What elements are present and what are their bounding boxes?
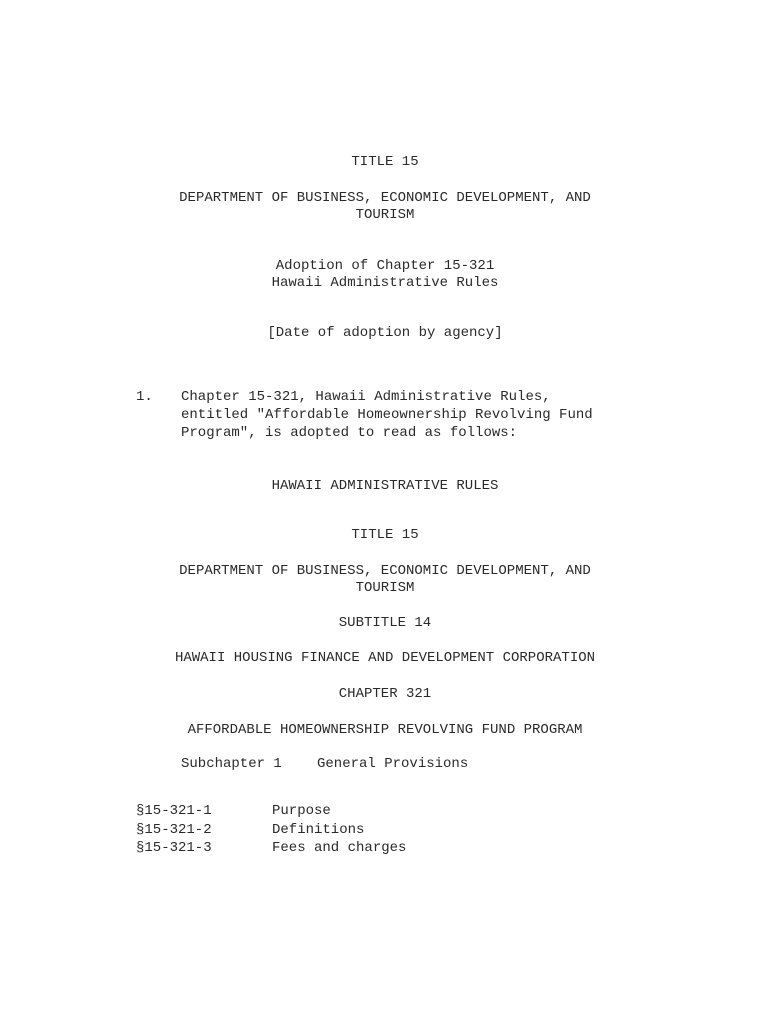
adoption-line-1: Adoption of Chapter 15-321 <box>275 258 495 274</box>
subchapter-title: General Provisions <box>317 756 469 772</box>
rules-title: TITLE 15 <box>351 527 419 543</box>
rules-department-line-1: DEPARTMENT OF BUSINESS, ECONOMIC DEVELOPMENT, AND <box>179 563 591 579</box>
item-number: 1. <box>136 389 153 405</box>
item-line-1: Chapter 15-321, Hawaii Administrative Rules, <box>181 389 551 405</box>
program-name: AFFORDABLE HOMEOWNERSHIP REVOLVING FUND PROGRAM <box>187 722 583 738</box>
item-line-2: entitled "Affordable Homeownership Revolving Fund <box>181 407 593 423</box>
corporation-name: HAWAII HOUSING FINANCE AND DEVELOPMENT CORPORATION <box>174 650 596 666</box>
item-line-3: Program", is adopted to read as follows: <box>181 425 518 441</box>
section-number: §15-321-3 <box>136 840 212 856</box>
date-placeholder: [Date of adoption by agency] <box>267 325 503 341</box>
subchapter-label: Subchapter 1 <box>181 756 282 772</box>
section-title: Fees and charges <box>272 840 407 856</box>
adoption-line-2: Hawaii Administrative Rules <box>271 275 499 291</box>
section-number: §15-321-2 <box>136 822 212 838</box>
chapter-heading: CHAPTER 321 <box>338 686 432 702</box>
title-heading: TITLE 15 <box>351 154 419 170</box>
section-number: §15-321-1 <box>136 803 212 819</box>
section-title: Purpose <box>272 803 331 819</box>
department-line-1: DEPARTMENT OF BUSINESS, ECONOMIC DEVELOPMENT, AND <box>179 190 591 206</box>
department-line-2: TOURISM <box>355 207 415 223</box>
rules-department-line-2: TOURISM <box>355 580 415 596</box>
rules-heading: HAWAII ADMINISTRATIVE RULES <box>271 478 499 494</box>
subtitle: SUBTITLE 14 <box>338 615 432 631</box>
section-title: Definitions <box>272 822 365 838</box>
